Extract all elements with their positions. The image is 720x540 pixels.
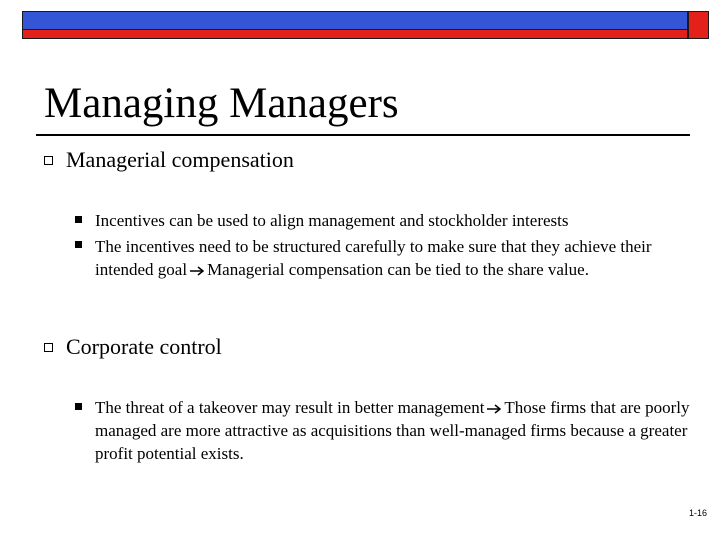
bullet-takeover-threat [95,396,690,465]
filled-square-bullet-icon [75,241,82,248]
header-bar-end-block [688,11,709,39]
bullet-incentives-align: Incentives can be used to align management and stockholder interests [95,211,569,230]
slide-title: Managing Managers [44,80,399,127]
hollow-square-bullet-icon [44,156,53,165]
bullet-text-part: The incentives need to be structured carefully to make sure that they achieve their intended goal [95,237,652,279]
hollow-square-bullet-icon [44,343,53,352]
filled-square-bullet-icon [75,216,82,223]
header-bar-red [22,30,688,39]
right-arrow-icon [189,266,205,276]
right-arrow-icon [486,404,502,414]
page-number: 1-16 [688,508,707,518]
header-bar-blue [22,11,688,30]
bullet-text-part: The threat of a takeover may result in better management [95,398,485,417]
title-divider [36,134,690,136]
bullet-text-part: Those firms that are poorly managed are more attractive as acquisitions than well-managed firms because a greater profit potential exists. [95,398,690,463]
bullet-text-part: Managerial compensation can be tied to the share value. [207,260,589,279]
section-heading-compensation: Managerial compensation [66,147,294,172]
section-heading-corporate-control: Corporate control [66,334,222,359]
bullet-incentives-structured [95,235,675,281]
filled-square-bullet-icon [75,403,82,410]
